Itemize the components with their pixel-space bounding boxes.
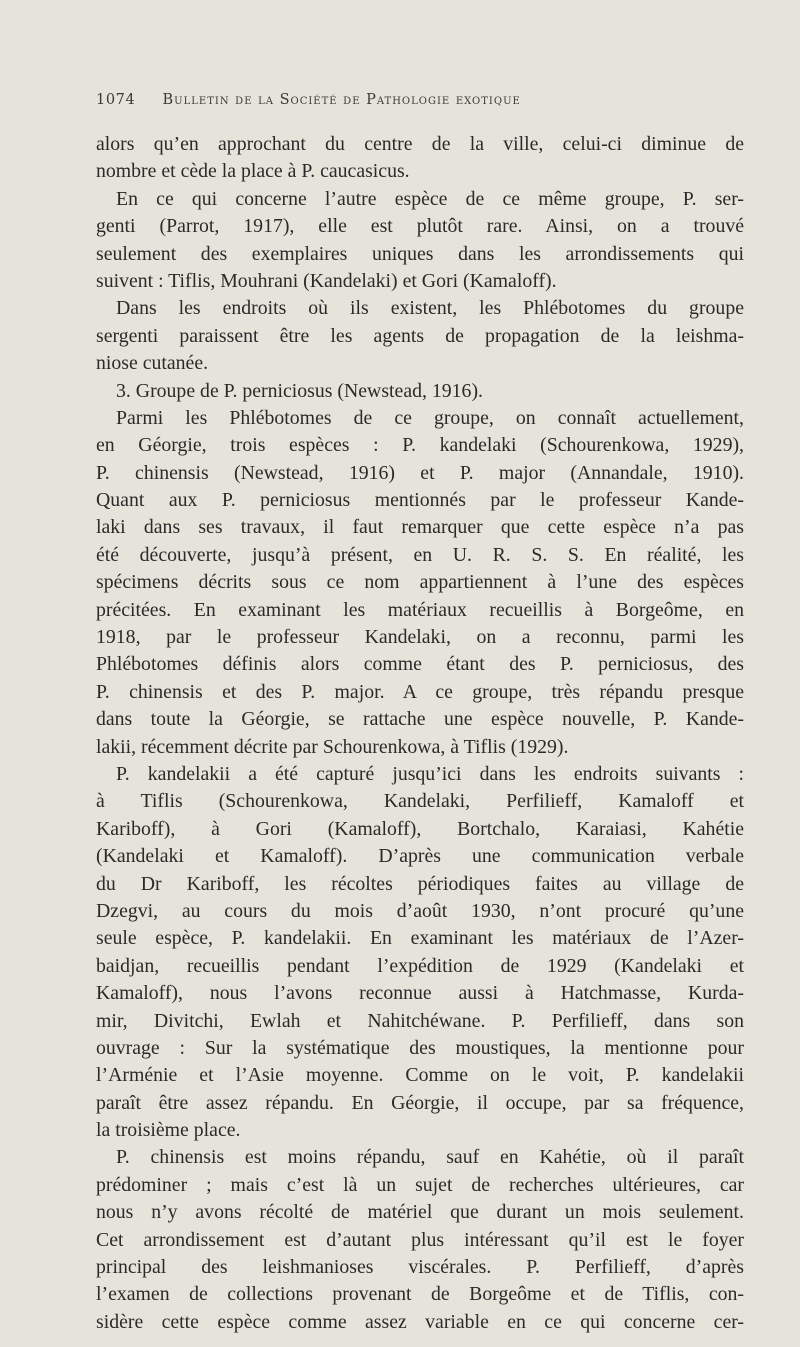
text-line: lakii, récemment décrite par Schourenkowa, à Tiflis (1929). — [96, 735, 569, 758]
text-line: ouvrage : Sur la systématique des moustiques, la mentionne pour — [96, 1036, 744, 1059]
body-text — [96, 131, 744, 1336]
text-line: nous n’y avons récolté de matériel que durant un mois seulement. — [96, 1201, 744, 1224]
text-line: spécimens décrits sous ce nom appartiennent à l’une des espèces — [96, 571, 744, 594]
text-line: Quant aux P. perniciosus mentionnés par le professeur Kande- — [96, 489, 744, 512]
text-line: seule espèce, P. kandelakii. En examinant les matériaux de l’Azer- — [96, 927, 744, 950]
text-line: En ce qui concerne l’autre espèce de ce même groupe, P. ser- — [116, 187, 744, 210]
text-line: la troisième place. — [96, 1119, 241, 1142]
journal-title: Bulletin de la Société de Pathologie exotique — [162, 92, 521, 108]
text-line: sidère cette espèce comme assez variable en ce qui concerne cer- — [96, 1310, 744, 1333]
text-line: P. chinensis et des P. major. A ce groupe, très répandu presque — [96, 680, 744, 703]
text-line: prédominer ; mais c’est là un sujet de recherches ultérieures, car — [96, 1173, 744, 1196]
text-line: alors qu’en approchant du centre de la ville, celui-ci diminue de — [96, 133, 744, 155]
running-header — [96, 92, 696, 108]
text-line: à Tiflis (Schourenkowa, Kandelaki, Perfilieff, Kamaloff et — [96, 790, 744, 813]
text-line: sergenti paraissent être les agents de propagation de la leishma- — [96, 324, 744, 347]
text-line: niose cutanée. — [96, 352, 209, 375]
text-line: P. chinensis est moins répandu, sauf en Kahétie, où il paraît — [116, 1146, 744, 1169]
text-line: du Dr Kariboff, les récoltes périodiques faites au village de — [96, 872, 744, 895]
text-line: Phlébotomes définis alors comme étant des P. perniciosus, des — [96, 653, 744, 676]
text-line: P. kandelakii a été capturé jusqu’ici dans les endroits suivants : — [116, 762, 744, 785]
text-line: Dans les endroits où ils existent, les Phlébotomes du groupe — [116, 297, 744, 320]
text-line: l’Arménie et l’Asie moyenne. Comme on le voit, P. kandelakii — [96, 1064, 744, 1087]
text-line: Kamaloff), nous l’avons reconnue aussi à Hatchmasse, Kurda- — [96, 982, 744, 1005]
text-line: genti (Parrot, 1917), elle est plutôt rare. Ainsi, on a trouvé — [96, 215, 744, 238]
text-line: laki dans ses travaux, il faut remarquer que cette espèce n’a pas — [96, 516, 744, 539]
text-line: Kariboff), à Gori (Kamaloff), Bortchalo, Karaiasi, Kahétie — [96, 817, 744, 840]
text-line: P. chinensis (Newstead, 1916) et P. major (Annandale, 1910). — [96, 461, 744, 484]
text-line: principal des leishmanioses viscérales. P. Perfilieff, d’après — [96, 1256, 744, 1279]
text-line: précitées. En examinant les matériaux recueillis à Borgeôme, en — [96, 598, 744, 621]
text-line: Parmi les Phlébotomes de ce groupe, on connaît actuellement, — [116, 406, 744, 429]
text-line: mir, Divitchi, Ewlah et Nahitchéwane. P. Perfilieff, dans son — [96, 1009, 744, 1032]
text-line: paraît être assez répandu. En Géorgie, il occupe, par sa fréquence, — [96, 1091, 744, 1114]
text-line: baidjan, recueillis pendant l’expédition de 1929 (Kandelaki et — [96, 954, 744, 977]
text-line: suivent : Tiflis, Mouhrani (Kandelaki) et Gori (Kamaloff). — [96, 269, 557, 292]
text-line: Dzegvi, au cours du mois d’août 1930, n’ont procuré qu’une — [96, 899, 744, 922]
text-line: (Kandelaki et Kamaloff). D’après une communication verbale — [96, 845, 744, 868]
text-line: été découverte, jusqu’à présent, en U. R. S. S. En réalité, les — [96, 543, 744, 566]
text-line: 3. Groupe de P. perniciosus (Newstead, 1916). — [116, 379, 483, 402]
text-line: 1918, par le professeur Kandelaki, on a reconnu, parmi les — [96, 626, 744, 649]
page-number: 1074 — [96, 92, 136, 108]
text-line: en Géorgie, trois espèces : P. kandelaki (Schourenkowa, 1929), — [96, 434, 744, 457]
text-line: Cet arrondissement est d’autant plus intéressant qu’il est le foyer — [96, 1228, 744, 1251]
text-line: l’examen de collections provenant de Borgeôme et de Tiflis, con- — [96, 1283, 744, 1306]
text-line: dans toute la Géorgie, se rattache une espèce nouvelle, P. Kande- — [96, 708, 744, 731]
text-line: seulement des exemplaires uniques dans les arrondissements qui — [96, 242, 744, 265]
text-line: nombre et cède la place à P. caucasicus. — [96, 160, 410, 183]
